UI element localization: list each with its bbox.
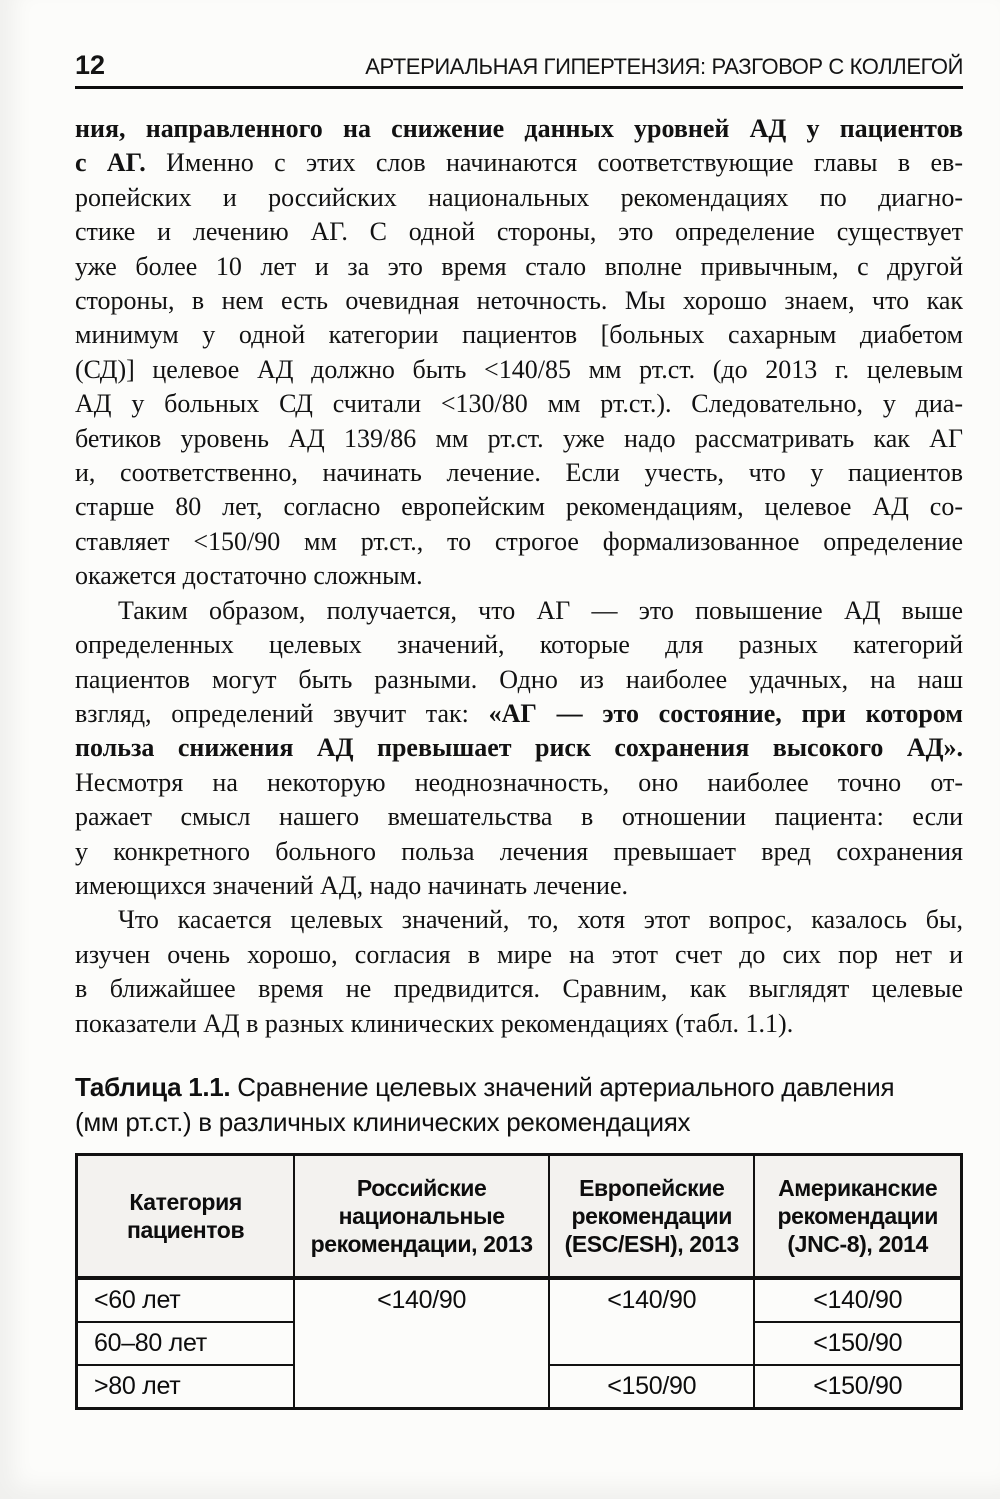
text-line [75,628,963,662]
text-line [75,869,963,903]
text-line [75,387,963,421]
page-content [75,52,963,1410]
text-run: имеющихся значений АД, надо начинать лечение. [75,870,629,900]
table-caption-label: Таблица 1.1. [75,1071,231,1102]
text-line [75,215,963,249]
text-line [75,284,963,318]
bp-comparison-table [75,1153,963,1410]
text-run: бетиков уровень АД 139/86 мм рт.ст. уже надо рассматривать как АГ [75,423,963,453]
text-line [75,146,963,180]
text-run-bold: «АГ — это состояние, при котором [488,698,963,728]
text-run: АД у больных СД считали <130/80 мм рт.ст.). Следовательно, у диа- [75,389,963,419]
text-run: ропейских и российских национальных рекомендациях по диагно- [75,182,963,212]
text-run: определенных целевых значений, которые для разных категорий [75,630,963,660]
header-russian-recommendations: Российские национальные рекомендации, 2013 [294,1154,549,1278]
text-run-bold: польза снижения АД превышает риск сохранения высокого АД». [75,733,963,763]
text-line [75,972,963,1006]
cell-european-over80: <150/90 [549,1365,754,1409]
text-line [75,559,963,593]
text-line [75,456,963,490]
table-row [77,1278,962,1322]
text-run-bold: ния, направленного на снижение данных уровней АД у пациентов [75,114,963,143]
text-run: Несмотря на некоторую неоднозначность, оно наиболее точно от- [75,767,963,797]
text-run: старше 80 лет, согласно европейским рекомендациям, целевое АД со- [75,492,963,522]
page-header [75,52,963,89]
text-run: взгляд, определений звучит так: [75,698,489,728]
text-run: пациентов могут быть разными. Одно из наиболее удачных, на наш [75,664,963,694]
text-run: (СД)] целевое АД должно быть <140/85 мм рт.ст. (до 2013 г. целевым [75,354,963,384]
text-run: и, соответственно, начинать лечение. Если учесть, что у пациентов [75,458,963,488]
table-caption-line-1 [75,1070,963,1105]
text-line [75,800,963,834]
cell-category-60-80: 60–80 лет [77,1322,295,1365]
text-run: уже более 10 лет и за это время стало вполне привычным, с другой [75,251,963,281]
text-run: Таким образом, получается, что АГ — это повышение АД выше [118,595,963,625]
text-run: ражает смысл нашего вмешательства в отношении пациента: если [75,802,963,832]
text-run: у конкретного больного польза лечения превышает вред сохранения [75,836,963,866]
text-line [75,112,963,146]
text-line [75,938,963,972]
text-run: стороны, в нем есть очевидная неточность. Мы хорошо знаем, что как [75,286,963,316]
text-line [75,1007,963,1041]
cell-category-under60: <60 лет [77,1278,295,1322]
text-line [75,318,963,352]
text-run: в ближайшее время не предвидится. Сравним, как выглядят целевые [75,974,963,1004]
text-line [75,422,963,456]
cell-category-over80: >80 лет [77,1365,295,1409]
table-header-row [77,1154,962,1278]
cell-russian-all-ages: <140/90 [294,1278,549,1409]
text-run: изучен очень хорошо, согласия в мире на этот счет до сих пор нет и [75,939,963,969]
text-run: Именно с этих слов начинаются соответствующие главы в ев- [145,148,963,178]
text-line [75,594,963,628]
cell-european-under80: <140/90 [549,1278,754,1365]
cell-american-60-80: <150/90 [754,1322,961,1365]
text-line [75,731,963,765]
text-line [75,697,963,731]
running-title: АРТЕРИАЛЬНАЯ ГИПЕРТЕНЗИЯ: РАЗГОВОР С КОЛЛЕГОЙ [365,54,963,79]
text-line [75,353,963,387]
text-line [75,250,963,284]
text-line [75,663,963,697]
body-text [75,112,963,1041]
text-run: окажется достаточно сложным. [75,561,423,591]
page-number: 12 [75,50,106,80]
header-american-recommendations: Американские рекомендации (JNC-8), 2014 [754,1154,961,1278]
text-line [75,181,963,215]
header-patient-category: Категория пациентов [77,1154,295,1278]
cell-american-under60: <140/90 [754,1278,961,1322]
header-european-recommendations: Европейские рекомендации (ESC/ESH), 2013 [549,1154,754,1278]
text-line [75,525,963,559]
text-run: показатели АД в разных клинических рекомендациях (табл. 1.1). [75,1008,794,1038]
text-run: Что касается целевых значений, то, хотя этот вопрос, казалось бы, [118,905,963,935]
text-line [75,766,963,800]
text-run: ставляет <150/90 мм рт.ст., то строгое формализованное определение [75,526,963,556]
table-caption-line-2: (мм рт.ст.) в различных клинических рекомендациях [75,1106,691,1137]
text-line [75,835,963,869]
text-line [75,490,963,524]
table-caption-text: Сравнение целевых значений артериального давления [230,1071,895,1102]
text-run-bold: с АГ. [75,148,146,178]
text-run: минимум у одной категории пациентов [больных сахарным диабетом [75,320,963,350]
table-caption [75,1070,963,1140]
cell-american-over80: <150/90 [754,1365,961,1409]
text-line [75,903,963,937]
text-run: стике и лечению АГ. С одной стороны, это определение существует [75,217,963,247]
